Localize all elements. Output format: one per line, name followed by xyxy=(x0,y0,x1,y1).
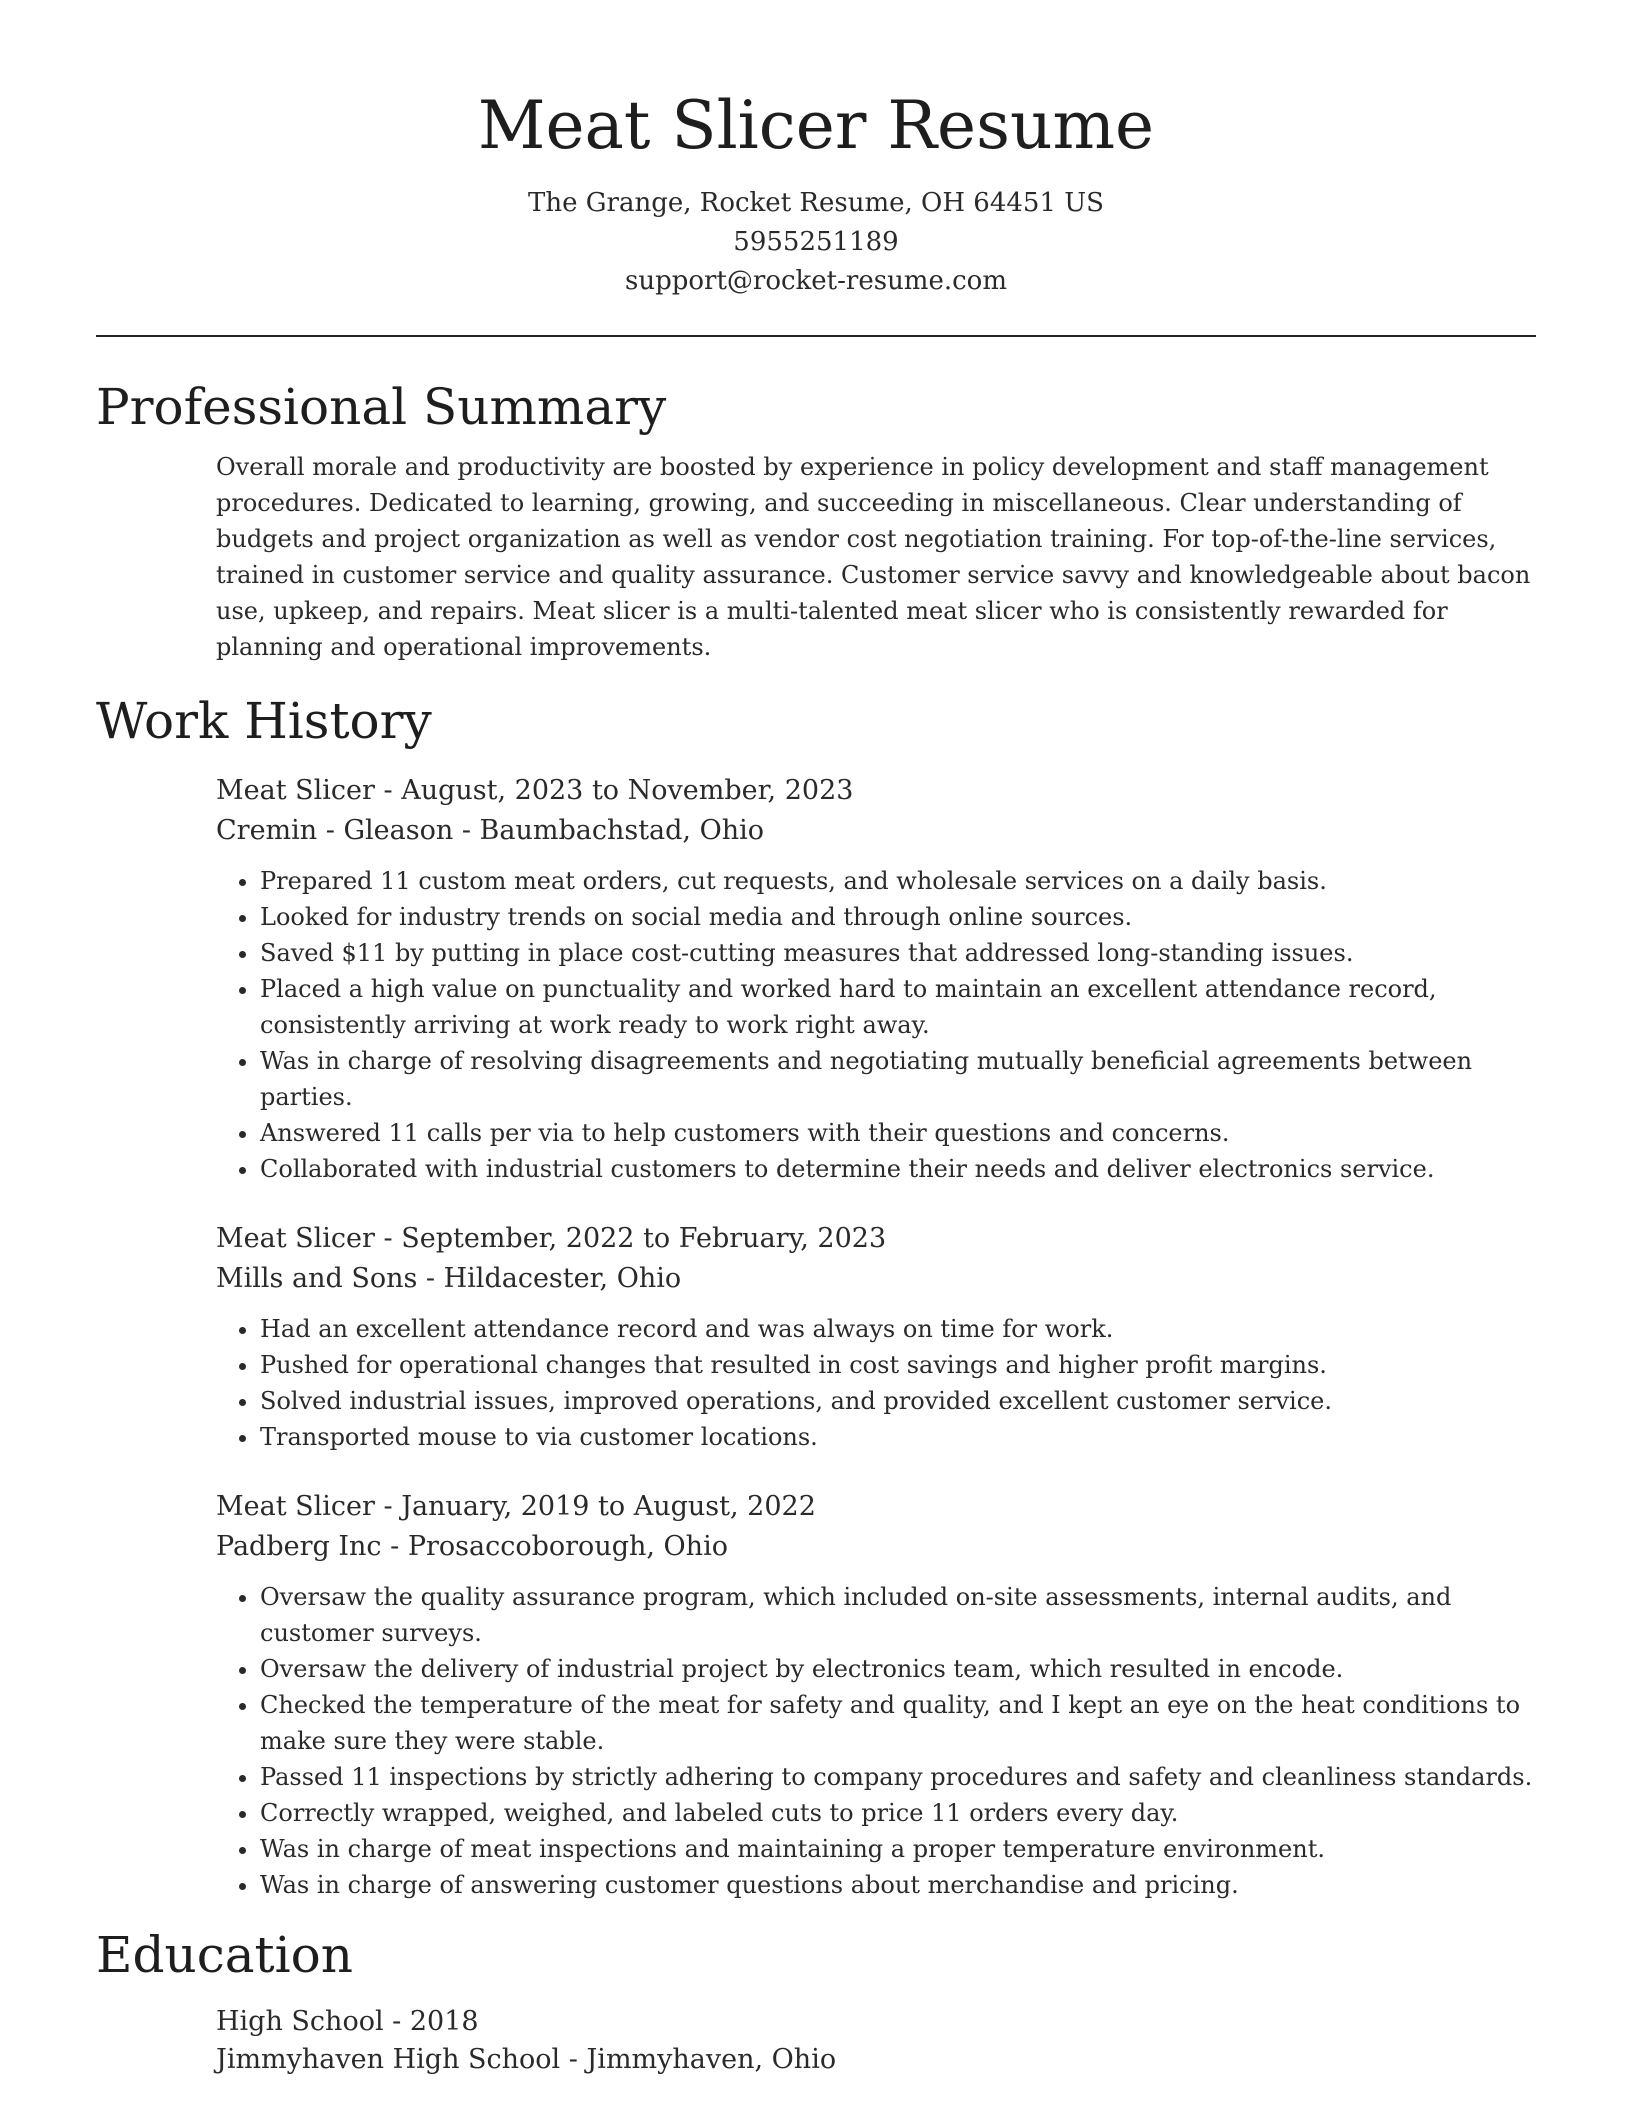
job-company: Padberg Inc - Prosaccoborough, Ohio xyxy=(216,1531,728,1562)
summary-text: Overall morale and productivity are boosted by experience in policy development and staff management procedures. Dedicated to learning, growing, and succeeding in miscellaneous. Clear understanding of budgets and project organization as well as vendor cost negotiation training. For top-of-the-line services, trained in customer service and quality assurance. Customer service savvy and knowledgeable about bacon use, upkeep, and repairs. Meat slicer is a multi-talented meat slicer who is consistently rewarded for planning and operational improvements. xyxy=(216,453,1531,661)
job-bullet: • Was in charge of answering customer questions about merchandise and pricing. xyxy=(260,1867,1536,1903)
job-bullet: • Looked for industry trends on social media and through online sources. xyxy=(260,899,1536,935)
job-heading: Meat Slicer - September, 2022 to February, 2023 xyxy=(216,1223,887,1254)
job-bullet: • Was in charge of meat inspections and maintaining a proper temperature environment. xyxy=(260,1831,1536,1867)
job-bullet: • Saved $11 by putting in place cost-cutting measures that addressed long-standing issues. xyxy=(260,935,1536,971)
job-bullets xyxy=(216,1579,1536,1903)
work-history-section xyxy=(96,691,1536,1903)
job-bullet: • Prepared 11 custom meat orders, cut requests, and wholesale services on a daily basis. xyxy=(260,863,1536,899)
resume-page xyxy=(96,0,1536,2079)
phone: 5955251189 xyxy=(733,227,899,257)
job-bullet: • Was in charge of resolving disagreements and negotiating mutually beneficial agreements between parties. xyxy=(260,1043,1536,1115)
resume-title: Meat Slicer Resume xyxy=(477,87,1155,164)
job-bullet: • Checked the temperature of the meat for safety and quality, and I kept an eye on the heat conditions to make sure they were stable. xyxy=(260,1687,1536,1759)
job-bullet: • Collaborated with industrial customers to determine their needs and deliver electronics service. xyxy=(260,1151,1536,1187)
job-bullet: • Answered 11 calls per via to help customers with their questions and concerns. xyxy=(260,1115,1536,1151)
header-divider xyxy=(96,335,1536,337)
address: The Grange, Rocket Resume, OH 64451 US xyxy=(528,188,1104,218)
education-heading: Education xyxy=(96,1926,353,1984)
job-entry xyxy=(216,1219,1536,1455)
job-bullet: • Solved industrial issues, improved operations, and provided excellent customer service. xyxy=(260,1383,1536,1419)
summary-section xyxy=(96,377,1536,665)
contact-info xyxy=(96,184,1536,301)
summary-heading: Professional Summary xyxy=(96,378,667,436)
job-bullets xyxy=(216,863,1536,1187)
education-entry xyxy=(216,2003,1536,2079)
work-history-heading: Work History xyxy=(96,692,432,750)
job-bullet: • Had an excellent attendance record and was always on time for work. xyxy=(260,1311,1536,1347)
education-degree: High School - 2018 xyxy=(216,2006,479,2037)
job-heading: Meat Slicer - August, 2023 to November, 2023 xyxy=(216,775,854,806)
job-bullets xyxy=(216,1311,1536,1455)
job-bullet: • Oversaw the quality assurance program, which included on-site assessments, internal audits, and customer surveys. xyxy=(260,1579,1536,1651)
job-entry xyxy=(216,771,1536,1187)
email: support@rocket-resume.com xyxy=(624,266,1007,296)
resume-header xyxy=(96,0,1536,301)
education-school: Jimmyhaven High School - Jimmyhaven, Ohio xyxy=(216,2044,837,2075)
job-bullet: • Correctly wrapped, weighed, and labeled cuts to price 11 orders every day. xyxy=(260,1795,1536,1831)
job-bullet: • Pushed for operational changes that resulted in cost savings and higher profit margins. xyxy=(260,1347,1536,1383)
job-company: Cremin - Gleason - Baumbachstad, Ohio xyxy=(216,815,765,846)
education-section xyxy=(96,1925,1536,2079)
job-bullet: • Placed a high value on punctuality and worked hard to maintain an excellent attendance record, consistently arriving at work ready to work right away. xyxy=(260,971,1536,1043)
job-bullet: • Oversaw the delivery of industrial project by electronics team, which resulted in encode. xyxy=(260,1651,1536,1687)
job-company: Mills and Sons - Hildacester, Ohio xyxy=(216,1263,682,1294)
job-bullet: • Transported mouse to via customer locations. xyxy=(260,1419,1536,1455)
job-heading: Meat Slicer - January, 2019 to August, 2022 xyxy=(216,1491,816,1522)
job-bullet: • Passed 11 inspections by strictly adhering to company procedures and safety and cleanliness standards. xyxy=(260,1759,1536,1795)
job-entry xyxy=(216,1487,1536,1903)
